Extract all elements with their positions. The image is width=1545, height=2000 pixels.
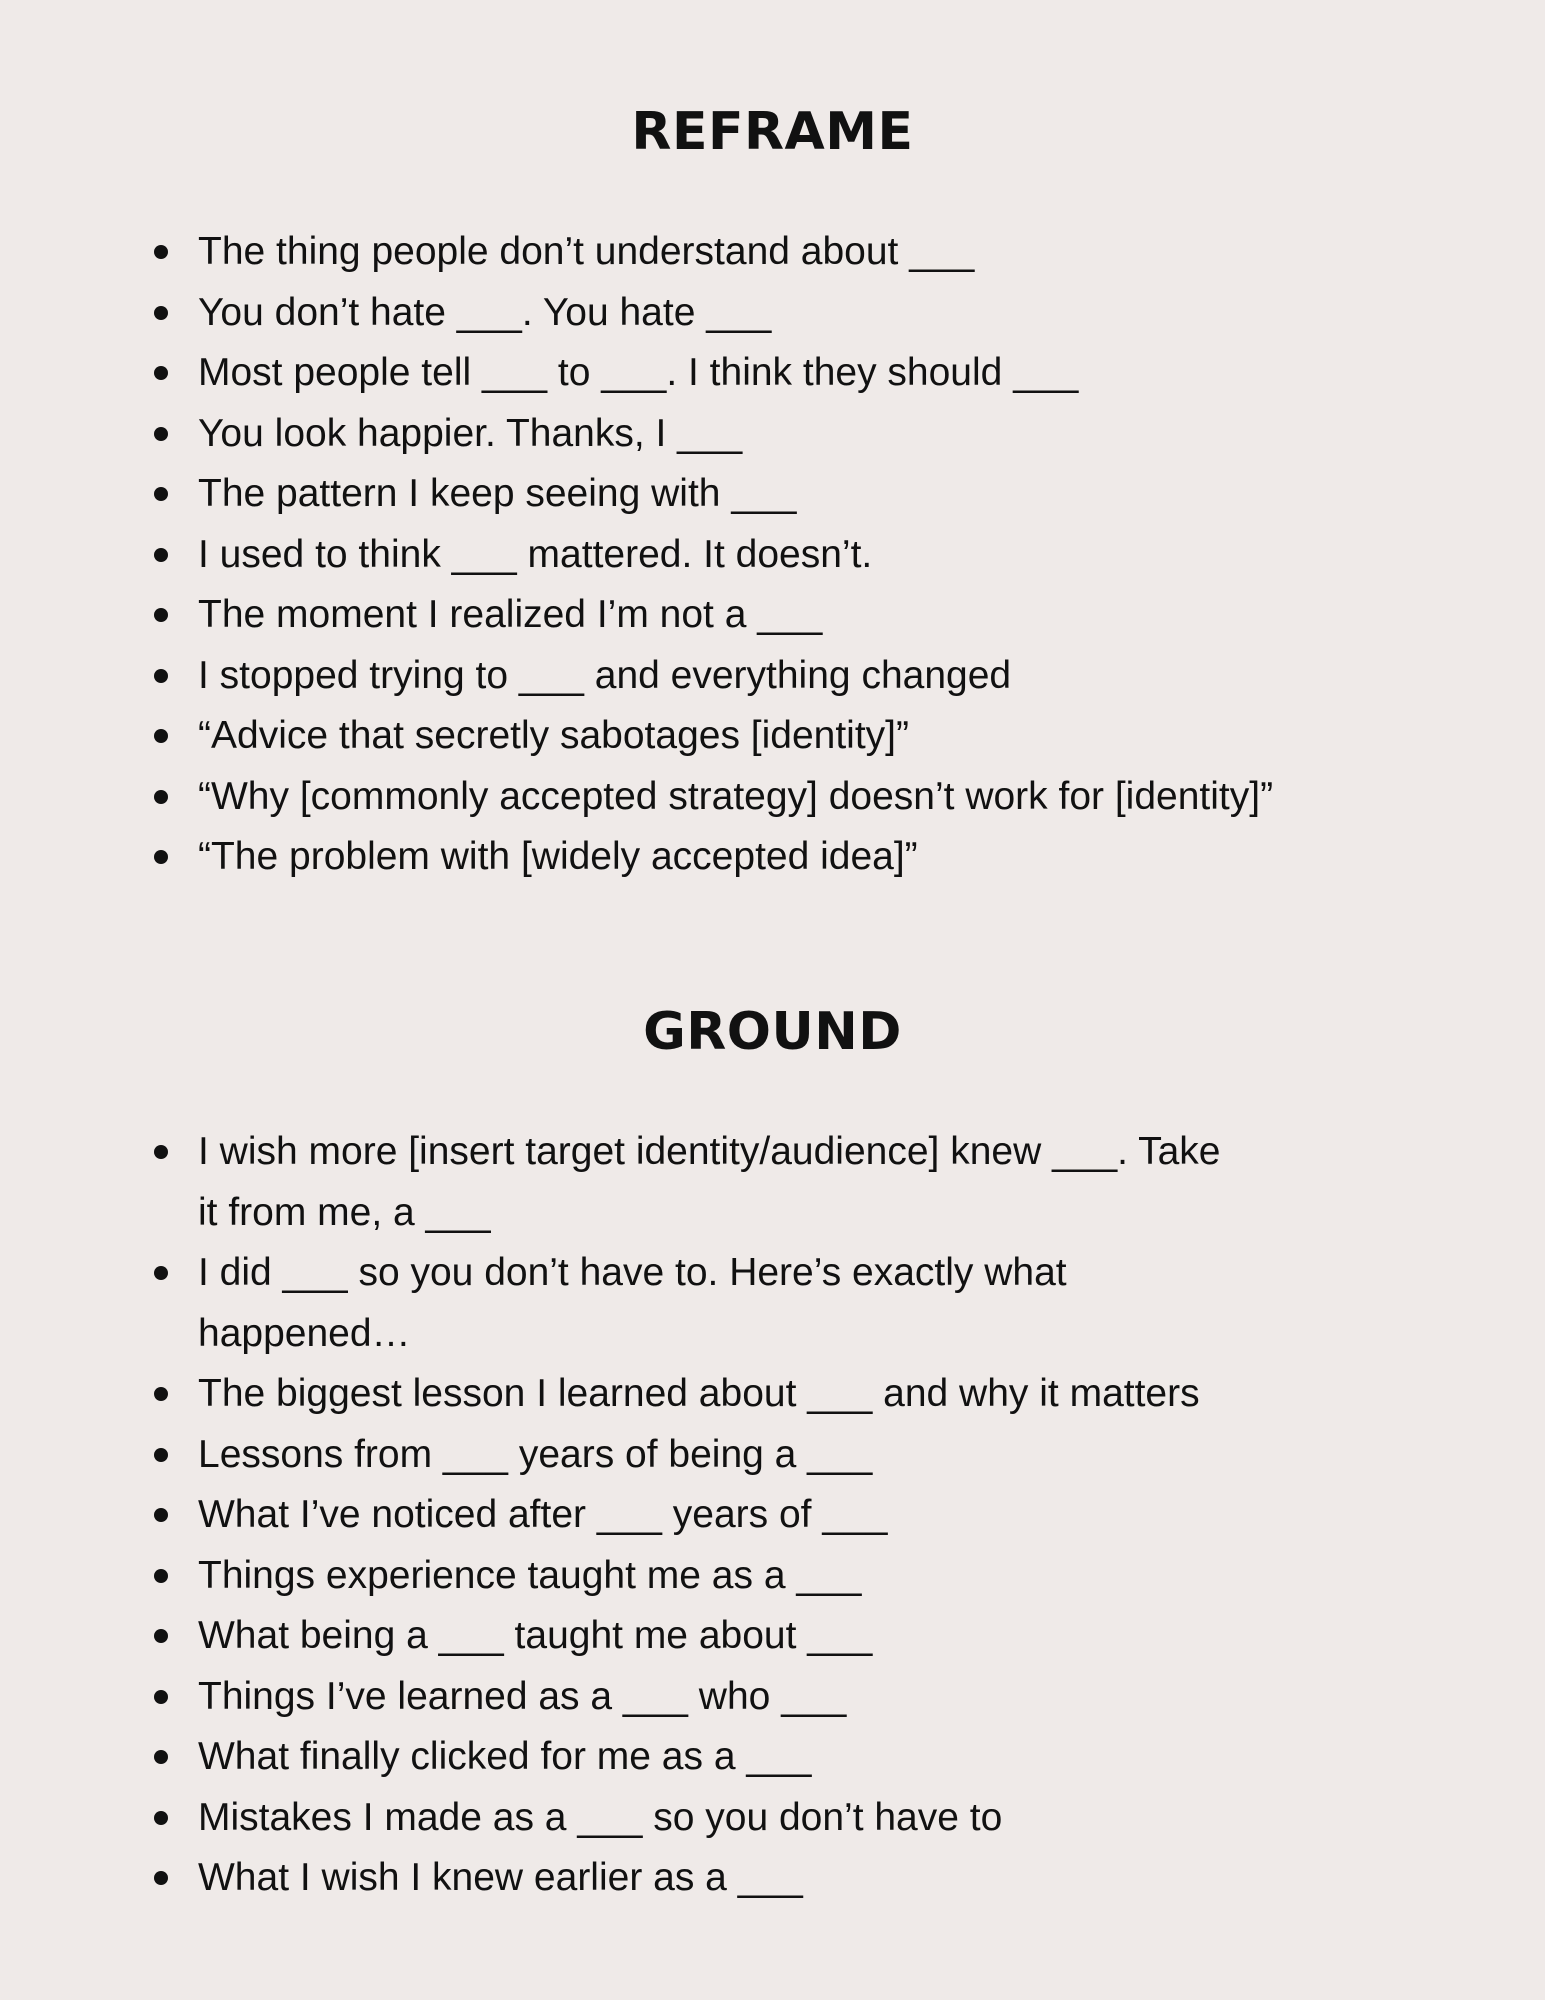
bullet-icon	[154, 608, 168, 622]
list-item	[148, 767, 1298, 828]
list-item	[148, 1485, 1228, 1546]
list-item	[148, 1364, 1228, 1425]
list-item	[148, 1606, 1228, 1667]
list-item-text: The biggest lesson I learned about ___ and why it matters	[198, 1372, 1200, 1415]
bullet-icon	[154, 548, 168, 562]
section-title-ground: GROUND	[643, 1002, 902, 1062]
bullet-icon	[154, 669, 168, 683]
list-item	[148, 404, 1298, 465]
bullet-icon	[154, 790, 168, 804]
list-item-text: What I wish I knew earlier as a ___	[198, 1856, 803, 1899]
reframe-prompt-list	[148, 222, 1298, 888]
bullet-icon	[154, 1629, 168, 1643]
list-item-text: I used to think ___ mattered. It doesn’t.	[198, 532, 873, 576]
list-item-text: You look happier. Thanks, I ___	[198, 411, 743, 455]
list-item-text: Lessons from ___ years of being a ___	[198, 1432, 873, 1476]
list-item	[148, 464, 1298, 525]
list-item	[148, 1667, 1228, 1728]
list-item-text: I wish more [insert target identity/audience] knew ___. Take it from me, a ___	[198, 1130, 1221, 1234]
list-item-text: The thing people don’t understand about ___	[198, 230, 975, 273]
list-item	[148, 827, 1298, 888]
list-item	[148, 525, 1298, 586]
list-item-text: Things I’ve learned as a ___ who ___	[198, 1674, 847, 1718]
bullet-icon	[154, 1145, 168, 1159]
list-item	[148, 706, 1298, 767]
list-item	[148, 1727, 1228, 1788]
list-item	[148, 1788, 1228, 1849]
list-item	[148, 1122, 1228, 1243]
list-item-text: “Why [commonly accepted strategy] doesn’t work for [identity]”	[198, 774, 1274, 818]
bullet-icon	[154, 729, 168, 743]
list-item	[148, 1848, 1228, 1909]
list-item-text: I did ___ so you don’t have to. Here’s exactly what happened…	[198, 1251, 1067, 1355]
bullet-icon	[154, 487, 168, 501]
list-item-text: What I’ve noticed after ___ years of ___	[198, 1493, 888, 1536]
bullet-icon	[154, 1750, 168, 1764]
bullet-icon	[154, 1508, 168, 1522]
list-item	[148, 1425, 1228, 1486]
list-item-text: You don’t hate ___. You hate ___	[198, 290, 772, 334]
ground-prompt-list	[148, 1122, 1228, 1909]
list-item	[148, 1243, 1228, 1364]
list-item-text: What finally clicked for me as a ___	[198, 1735, 812, 1778]
bullet-icon	[154, 1690, 168, 1704]
bullet-icon	[154, 245, 168, 259]
list-item-text: “Advice that secretly sabotages [identity]”	[198, 714, 910, 757]
section-title-reframe: REFRAME	[631, 102, 914, 162]
list-item	[148, 343, 1298, 404]
bullet-icon	[154, 366, 168, 380]
bullet-icon	[154, 1266, 168, 1280]
list-item	[148, 222, 1298, 283]
bullet-icon	[154, 1448, 168, 1462]
bullet-icon	[154, 1811, 168, 1825]
bullet-icon	[154, 306, 168, 320]
bullet-icon	[154, 850, 168, 864]
bullet-icon	[154, 1569, 168, 1583]
list-item-text: “The problem with [widely accepted idea]”	[198, 835, 918, 878]
list-item	[148, 1546, 1228, 1607]
list-item	[148, 283, 1298, 344]
bullet-icon	[154, 1387, 168, 1401]
list-item-text: I stopped trying to ___ and everything changed	[198, 653, 1012, 697]
list-item	[148, 585, 1298, 646]
list-item-text: Things experience taught me as a ___	[198, 1553, 862, 1597]
list-item-text: The pattern I keep seeing with ___	[198, 472, 797, 515]
list-item-text: What being a ___ taught me about ___	[198, 1614, 873, 1657]
list-item-text: The moment I realized I’m not a ___	[198, 593, 823, 636]
bullet-icon	[154, 1871, 168, 1885]
list-item-text: Most people tell ___ to ___. I think they should ___	[198, 351, 1079, 394]
bullet-icon	[154, 427, 168, 441]
list-item-text: Mistakes I made as a ___ so you don’t have to	[198, 1795, 1003, 1839]
list-item	[148, 646, 1298, 707]
